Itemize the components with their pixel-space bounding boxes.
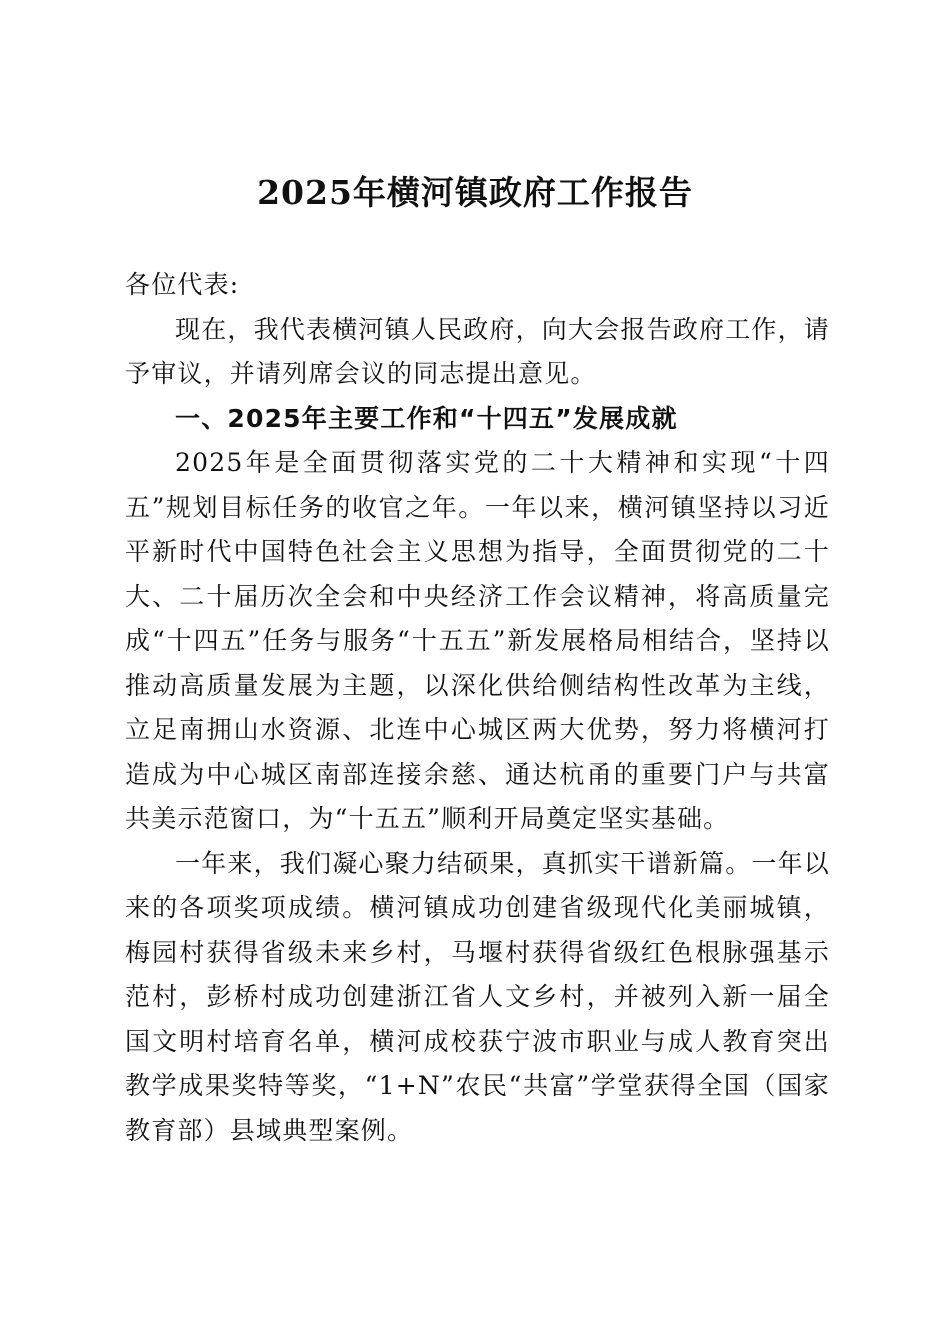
intro-paragraph: 现在，我代表横河镇人民政府，向大会报告政府工作，请予审议，并请列席会议的同志提出意见。 xyxy=(125,314,831,388)
body-paragraph-1: 2025年是全面贯彻落实党的二十大精神和实现“十四五”规划目标任务的收官之年。一年以来，横河镇坚持以习近平新时代中国特色社会主义思想为指导，全面贯彻党的二十大、二十届历次全会和中央经济工作会议精神，将高质量完成“十四五”任务与服务“十五五”新发展格局相结合，坚持以推动高质量发展为主题，以深化供给侧结构性改革为主线，立足南拥山水资源、北连中心城区两大优势，努力将横河打造成为中心城区南部连接余慈、通达杭甬的重要门户与共富共美示范窗口，为“十五五”顺利开局奠定坚实基础。 xyxy=(125,448,830,833)
section-heading: 一、2025年主要工作和“十四五”发展成就 xyxy=(175,403,678,433)
body-paragraph-2: 一年来，我们凝心聚力结硕果，真抓实干谱新篇。一年以来的各项奖项成绩。横河镇成功创建省级现代化美丽城镇，梅园村获得省级未来乡村，马堰村获得省级红色根脉强基示范村，彭桥村成功创建浙江省人文乡村，并被列入新一届全国文明村培育名单，横河成校获宁波市职业与成人教育突出教学成果奖特等奖，“1+N”农民“共富”学堂获得全国（国家教育部）县域典型案例。 xyxy=(125,848,831,1145)
document-title: 2025年横河镇政府工作报告 xyxy=(257,173,693,212)
salutation: 各位代表: xyxy=(125,270,240,299)
document-body xyxy=(125,263,830,1153)
